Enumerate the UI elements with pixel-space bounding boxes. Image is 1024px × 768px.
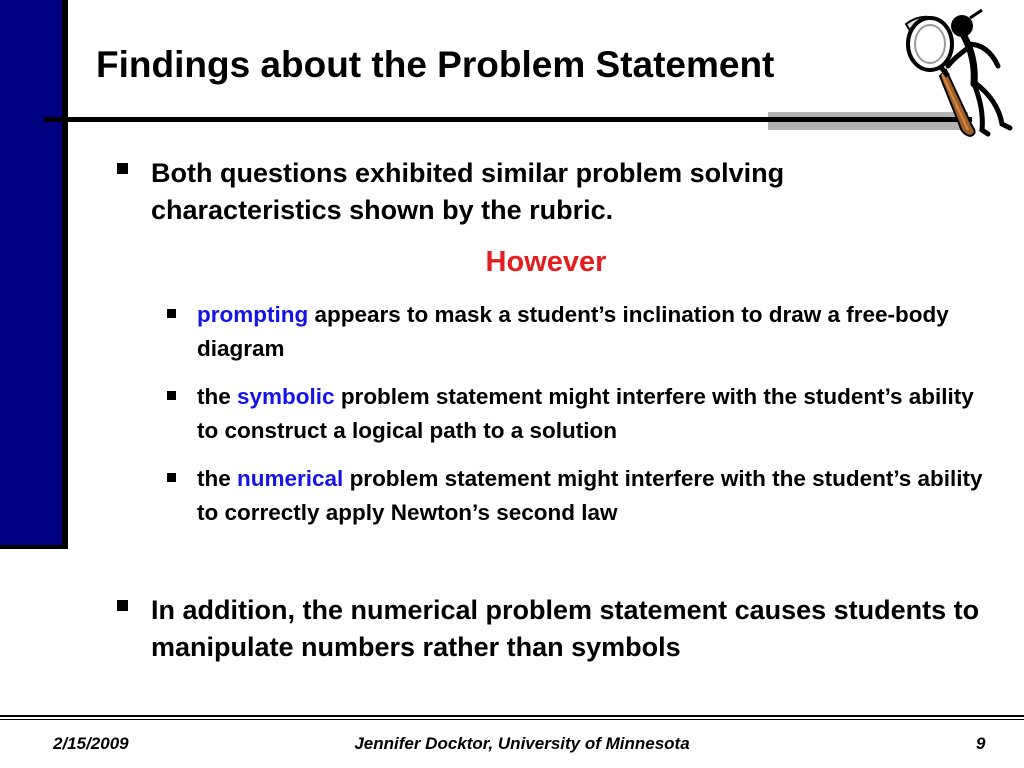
sub-bullet-rest: problem statement might interfere with the student’s ability to construct a logical path to a solution bbox=[197, 384, 974, 443]
sub-bullet-icon bbox=[167, 391, 176, 400]
sub-bullet-text bbox=[197, 380, 977, 448]
sub-bullet-keyword: numerical bbox=[237, 466, 344, 491]
bullet-icon bbox=[117, 600, 128, 611]
sub-bullet-icon bbox=[167, 473, 176, 482]
title-divider bbox=[44, 117, 972, 122]
bullet-text: In addition, the numerical problem statement causes students to manipulate numbers rather than symbols bbox=[151, 595, 980, 662]
sub-bullet-keyword: symbolic bbox=[237, 384, 335, 409]
footer-date: 2/15/2009 bbox=[53, 734, 129, 753]
sub-bullet-text bbox=[197, 462, 987, 530]
sub-bullet-lead: the bbox=[197, 466, 238, 491]
bullet-icon bbox=[117, 163, 128, 174]
slide-title: Findings about the Problem Statement bbox=[96, 44, 775, 85]
sub-bullet-rest: problem statement might interfere with the student’s ability to correctly apply Newton’s second law bbox=[197, 466, 983, 525]
magnifying-glass-figure-icon bbox=[890, 4, 1016, 138]
slide-number: 9 bbox=[976, 734, 986, 753]
footer-author: Jennifer Docktor, University of Minnesota bbox=[354, 734, 690, 753]
sub-bullet-rest: appears to mask a student’s inclination to draw a free-body diagram bbox=[197, 302, 949, 361]
sub-bullet-keyword: prompting bbox=[197, 302, 309, 327]
footer-divider-thin bbox=[0, 719, 1024, 720]
bullet-text: Both questions exhibited similar problem solving characteristics shown by the rubric. bbox=[151, 158, 785, 225]
however-heading: However bbox=[485, 246, 607, 278]
sub-bullet-icon bbox=[167, 309, 176, 318]
sub-bullet-lead: the bbox=[197, 384, 238, 409]
side-bar-shadow-bottom bbox=[0, 545, 68, 549]
sub-bullet-text bbox=[197, 298, 957, 366]
footer-divider bbox=[0, 715, 1024, 717]
